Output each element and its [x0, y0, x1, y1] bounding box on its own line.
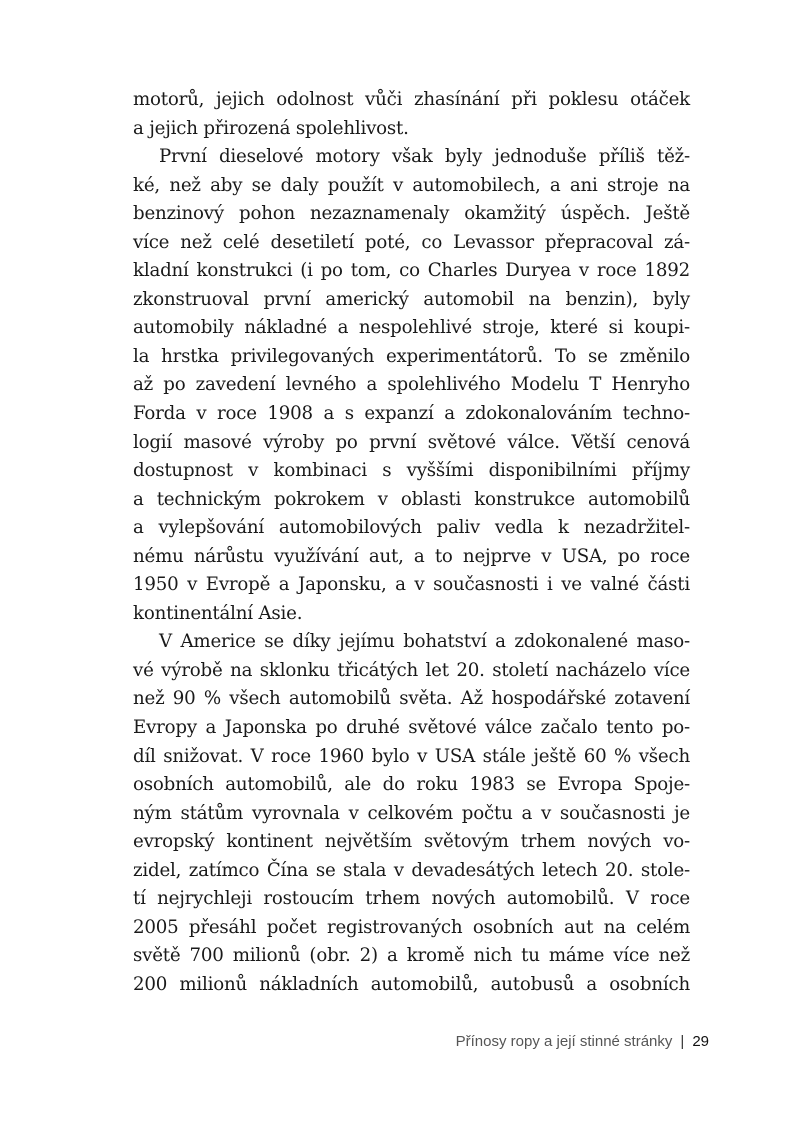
text-line: a jejich přirozená spolehlivost.	[133, 117, 409, 139]
text-line: nému nárůstu využívání aut, a to nejprve v USA, po roce	[133, 545, 690, 567]
body-text	[133, 86, 690, 1000]
text-line: la hrstka privilegovaných experimentátorů. To se změnilo	[133, 345, 690, 367]
text-line: Forda v roce 1908 a s expanzí a zdokonalováním techno-	[133, 403, 690, 425]
text-line: motorů, jejich odolnost vůči zhasínání při poklesu otáček	[133, 89, 690, 110]
text-line: evropský kontinent největším světovým trhem nových vo-	[133, 831, 690, 853]
text-line: více než celé desetiletí poté, co Levassor přepracoval zá-	[133, 231, 690, 253]
page-footer	[456, 1033, 709, 1050]
text-line: 2005 přesáhl počet registrovaných osobních aut na celém	[133, 916, 690, 938]
text-line: kontinentální Asie.	[133, 602, 303, 624]
page-number: 29	[692, 1033, 709, 1050]
text-line: a technickým pokrokem v oblasti konstrukce automobilů	[133, 488, 690, 510]
text-line: kladní konstrukci (i po tom, co Charles Duryea v roce 1892	[133, 260, 690, 282]
text-line: zkonstruoval první americký automobil na benzin), byly	[133, 288, 690, 310]
paragraph	[133, 628, 690, 999]
text-line: tí nejrychleji rostoucím trhem nových automobilů. V roce	[133, 888, 690, 910]
running-title: Přínosy ropy a její stinné stránky	[455, 1033, 673, 1050]
text-line: 200 milionů nákladních automobilů, autobusů a osobních	[133, 973, 690, 995]
text-line: a vylepšování automobilových paliv vedla k nezadržitel-	[133, 517, 690, 539]
text-line: benzinový pohon nezaznamenaly okamžitý úspěch. Ještě	[133, 203, 690, 225]
text-line: až po zavedení levného a spolehlivého Modelu T Henryho	[133, 374, 690, 396]
text-line: díl snižovat. V roce 1960 bylo v USA stále ještě 60 % všech	[133, 745, 690, 767]
text-line: ným státům vyrovnala v celkovém počtu a v současnosti je	[133, 802, 690, 824]
text-line: V Americe se díky jejímu bohatství a zdokonalené maso-	[159, 631, 690, 653]
paragraph	[133, 86, 690, 143]
text-line: vé výrobě na sklonku třicátých let 20. století nacházelo více	[133, 659, 690, 681]
text-line: světě 700 milionů (obr. 2) a kromě nich tu máme více než	[133, 945, 690, 967]
text-line: 1950 v Evropě a Japonsku, a v současnosti i ve valné části	[133, 574, 690, 596]
paragraph	[133, 143, 690, 628]
text-line: Evropy a Japonska po druhé světové válce začalo tento po-	[133, 717, 690, 739]
text-line: automobily nákladné a nespolehlivé stroje, které si koupi-	[133, 317, 690, 339]
text-line: První dieselové motory však byly jednoduše příliš těž-	[159, 146, 690, 168]
text-line: osobních automobilů, ale do roku 1983 se Evropa Spoje-	[133, 774, 690, 796]
text-line: dostupnost v kombinaci s vyššími disponibilními příjmy	[133, 460, 690, 482]
text-line: ké, než aby se daly použít v automobilech, a ani stroje na	[133, 174, 690, 196]
footer-separator: |	[680, 1033, 685, 1050]
text-line: logií masové výroby po první světové válce. Větší cenová	[133, 431, 690, 453]
text-line: než 90 % všech automobilů světa. Až hospodářské zotavení	[133, 688, 690, 710]
text-line: zidel, zatímco Čína se stala v devadesátých letech 20. stole-	[133, 859, 690, 881]
